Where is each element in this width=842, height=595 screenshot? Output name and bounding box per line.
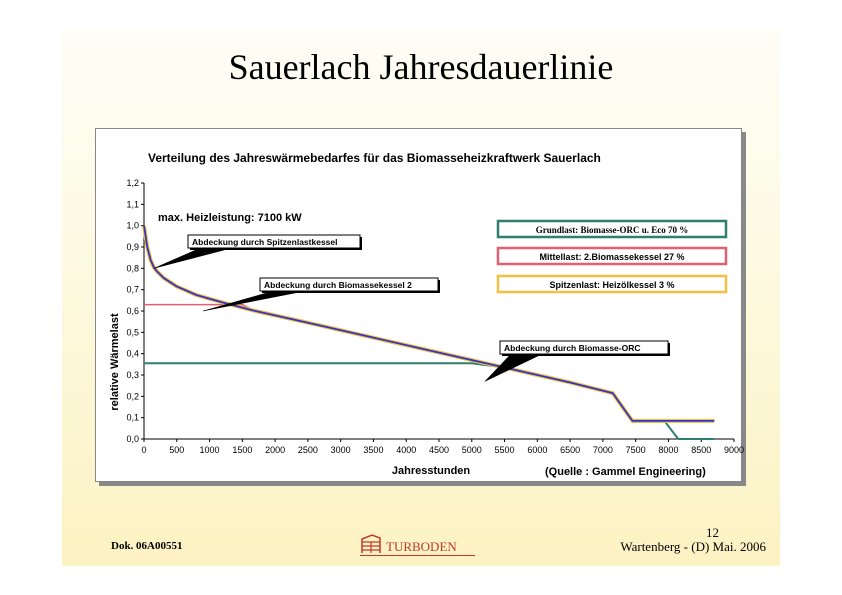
x-tick-label: 5000 — [461, 445, 482, 455]
x-tick-label: 2500 — [297, 445, 318, 455]
x-axis-label: Jahresstunden — [391, 465, 471, 477]
y-axis-label: relative Wärmelast — [109, 313, 121, 411]
x-tick-label: 4500 — [428, 445, 450, 455]
x-tick-label: 0 — [141, 445, 147, 455]
chart-title: Verteilung des Jahreswärmebedarfes für das Biomasseheizkraftwerk Sauerlach — [148, 151, 601, 165]
y-tick-label: 0,3 — [126, 370, 139, 380]
x-tick-label: 8500 — [691, 445, 712, 455]
y-tick-label: 0,5 — [126, 327, 139, 338]
x-tick-label: 3000 — [330, 445, 351, 455]
x-tick-label: 3500 — [363, 445, 384, 455]
y-tick-label: 0,9 — [126, 242, 139, 252]
x-tick-label: 2000 — [265, 445, 286, 455]
x-tick-label: 7500 — [625, 445, 646, 455]
x-tick-label: 1500 — [232, 445, 253, 455]
x-tick-label: 6500 — [560, 445, 581, 455]
legend — [498, 221, 726, 292]
x-tick-label: 9000 — [723, 445, 745, 455]
turboden-logo — [360, 533, 475, 557]
y-tick-label: 0,2 — [126, 391, 139, 402]
y-tick-label: 0,6 — [126, 306, 139, 316]
y-tick-label: 1,2 — [126, 178, 139, 188]
footer-place-date: Wartenberg - (D) Mai. 2006 — [620, 539, 766, 554]
x-tick-label: 7000 — [592, 445, 613, 455]
legend-label: Spitzenlast: Heizölkessel 3 % — [549, 280, 675, 290]
x-tick-label: 4000 — [396, 445, 417, 455]
y-tick-label: 1,0 — [126, 220, 139, 231]
x-tick-label: 6000 — [527, 445, 548, 455]
legend-label: Grundlast: Biomasse-ORC u. Eco 70 % — [535, 225, 689, 235]
x-tick-label: 8000 — [658, 445, 679, 455]
x-tick-label: 1000 — [199, 445, 220, 455]
max-heat-label: max. Heizleistung: 7100 kW — [158, 212, 302, 224]
y-tick-label: 0,0 — [126, 434, 139, 444]
y-tick-label: 0,7 — [126, 284, 139, 295]
legend-label: Mittellast: 2.Biomassekessel 27 % — [539, 252, 685, 262]
annotation-text: Abdeckung durch Biomasse-ORC — [504, 343, 641, 353]
logo-text: TURBODEN — [386, 539, 457, 554]
footer-doc-number: Dok. 06A00551 — [111, 540, 183, 552]
y-tick-label: 0,4 — [126, 348, 139, 359]
source-label: (Quelle : Gammel Engineering) — [545, 466, 706, 478]
annotation-pointer — [485, 355, 540, 381]
chart-frame — [95, 128, 745, 482]
y-tick-label: 1,1 — [126, 199, 139, 210]
slide-title: Sauerlach Jahresdauerlinie — [228, 47, 614, 87]
annotation-text: Abdeckung durch Spitzenlastkessel — [192, 237, 338, 247]
y-tick-label: 0,8 — [126, 263, 139, 274]
y-tick-label: 0,1 — [126, 412, 139, 423]
series-line-mittellast — [144, 305, 714, 420]
annotation-pointer — [154, 249, 228, 268]
x-tick-label: 500 — [169, 445, 185, 455]
page-number: 12 — [706, 525, 719, 540]
annotation-text: Abdeckung durch Biomassekessel 2 — [264, 280, 412, 290]
x-tick-label: 5500 — [494, 445, 515, 455]
logo-underline — [360, 555, 475, 556]
chart — [96, 129, 745, 481]
series-line-grundlast — [144, 363, 714, 439]
logo-icon — [360, 533, 382, 555]
